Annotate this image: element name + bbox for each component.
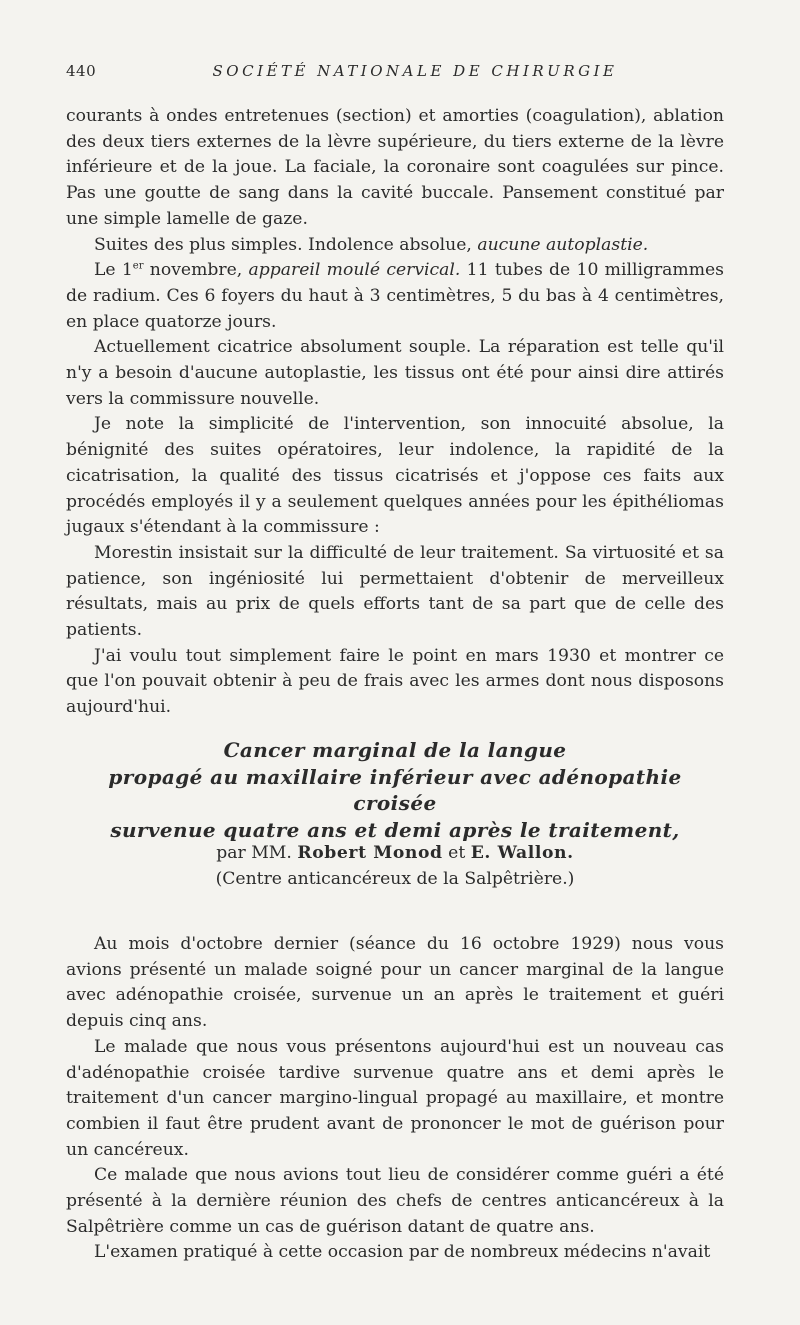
- article-title: [66, 737, 724, 843]
- affiliation: (Centre anticancéreux de la Salpêtrière.): [215, 869, 575, 889]
- title-line: propagé au maxillaire inférieur avec adénopathie croisée: [108, 764, 682, 815]
- title-line: survenue quatre ans et demi après le traitement,: [110, 817, 680, 842]
- journal-title: SOCIÉTÉ NATIONALE DE CHIRURGIE: [212, 62, 618, 80]
- paragraph: courants à ondes entretenues (section) et amorties (coagulation), ablation des deux tiers externes de la lèvre supérieure, du tiers externe de la lèvre inférieure et de la joue. La faciale, la coronaire sont coagulées sur pince. Pas une goutte de sang dans la cavité buccale. Pansement constitué par une simple lamelle de gaze.: [66, 106, 724, 229]
- running-header: [66, 62, 724, 86]
- paragraph: Au mois d'octobre dernier (séance du 16 octobre 1929) nous vous avions présenté un malade soigné pour un cancer marginal de la langue avec adénopathie croisée, survenue un an après le traitement et guéri depuis cinq ans.: [66, 934, 724, 1032]
- article-body: [66, 932, 724, 1266]
- paragraph: Suites des plus simples. Indolence absolue, aucune autoplastie.: [94, 234, 649, 255]
- page-number: 440: [66, 62, 97, 80]
- previous-article-text: [66, 104, 724, 721]
- paragraph: J'ai voulu tout simplement faire le point en mars 1930 et montrer ce que l'on pouvait obtenir à peu de frais avec les armes dont nous disposons aujourd'hui.: [66, 645, 724, 718]
- title-line: Cancer marginal de la langue: [223, 738, 567, 762]
- paragraph: Ce malade que nous avions tout lieu de considérer comme guéri a été présenté à la dernière réunion des chefs de centres anticancéreux à la Salpêtrière comme un cas de guérison datant de quatre ans.: [66, 1165, 724, 1237]
- emphasis: aucune autoplastie.: [477, 234, 649, 255]
- superscript: er: [132, 260, 144, 272]
- authors: par MM. Robert Monod et E. Wallon.: [216, 843, 574, 863]
- paragraph: Morestin insistait sur la difficulté de leur traitement. Sa virtuosité et sa patience, son ingéniosité lui permettaient d'obtenir de merveilleux résultats, mais au prix de quels efforts tant de sa part que de celle des patients.: [66, 542, 724, 641]
- paragraph: Le 1er novembre, appareil moulé cervical. 11 tubes de 10 milligrammes de radium. Ces 6 foyers du haut à 3 centimètres, 5 du bas à 4 centimètres, en place quatorze jours.: [66, 260, 724, 332]
- paragraph: Je note la simplicité de l'intervention, son innocuité absolue, la bénignité des suites opératoires, leur indolence, la rapidité de la cicatrisation, la qualité des tissus cicatrisés et j'oppose ces faits aux procédés employés il y a seulement quelques années pour les épithéliomas jugaux s'étendant à la commissure :: [66, 414, 724, 538]
- byline: [66, 840, 724, 892]
- emphasis: appareil moulé cervical.: [248, 260, 461, 281]
- paragraph: Actuellement cicatrice absolument souple. La réparation est telle qu'il n'y a besoin d'aucune autoplastie, les tissus ont été pour ainsi dire attirés vers la commissure nouvelle.: [66, 337, 724, 409]
- paragraph: Le malade que nous vous présentons aujourd'hui est un nouveau cas d'adénopathie croisée tardive survenue quatre ans et demi après le traitement d'un cancer margino-lingual propagé au maxillaire, et montre combien il faut être prudent avant de prononcer le mot de guérison pour un cancéreux.: [66, 1036, 724, 1160]
- author-name: Robert Monod: [297, 843, 443, 863]
- paragraph: L'examen pratiqué à cette occasion par de nombreux médecins n'avait: [94, 1242, 711, 1263]
- author-name: E. Wallon.: [470, 843, 574, 863]
